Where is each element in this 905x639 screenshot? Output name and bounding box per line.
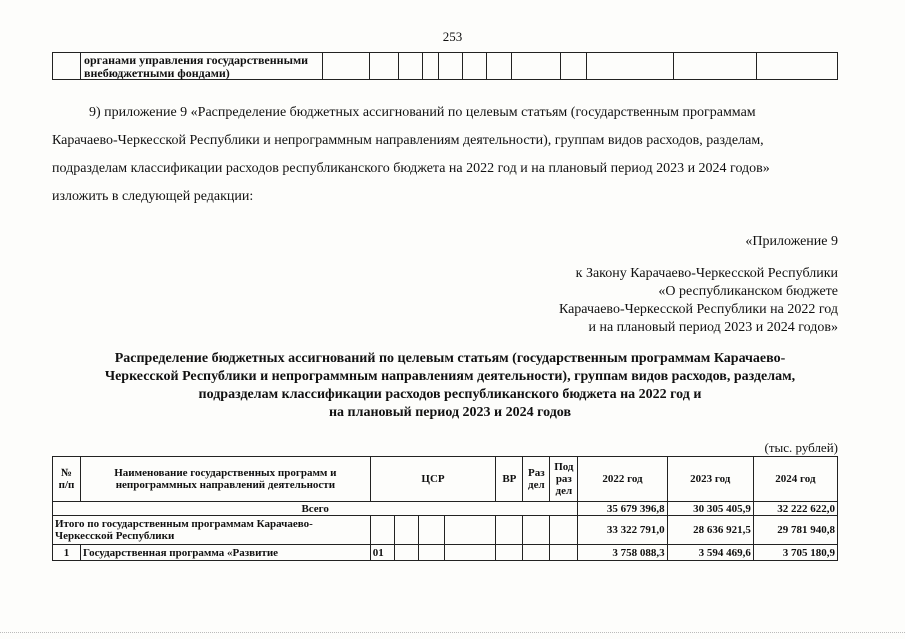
budget-table	[52, 456, 838, 564]
paragraph-line-1: 9) приложение 9 «Распределение бюджетных ассигнований по целевым статьям (государственным программам	[89, 105, 756, 120]
table-divider	[756, 53, 757, 79]
fragment-line-1: органами управления государственными	[84, 53, 309, 67]
page-number: 253	[442, 29, 463, 44]
row-number: 1	[53, 545, 81, 561]
row-total-name: Всего	[53, 502, 578, 516]
header-num: № п/п	[53, 457, 81, 502]
header-name: Наименование государственных программ и непрограммных направлений деятельности	[81, 457, 371, 502]
table-row	[53, 502, 838, 516]
empty-cell	[496, 516, 523, 545]
row-csr: 01	[370, 545, 394, 561]
paragraph-line-4: изложить в следующей редакции:	[52, 189, 254, 204]
empty-cell	[370, 516, 394, 545]
appendix-line-4: и на плановый период 2023 и 2024 годов»	[588, 320, 838, 335]
row-programs-name: Итого по государственным программам Карачаево-Черкесской Республики	[53, 516, 371, 545]
row-value-2023: 30 305 405,9	[667, 502, 753, 516]
table-divider	[322, 53, 323, 79]
previous-table-fragment	[52, 52, 838, 80]
row-value-2022: 35 679 396,8	[578, 502, 667, 516]
appendix-heading: «Приложение 9	[745, 234, 838, 249]
header-2024: 2024 год	[753, 457, 837, 502]
title-line-3: подразделам классификации расходов республиканского бюджета на 2022 год и	[198, 387, 702, 402]
table-row	[53, 545, 838, 561]
empty-cell	[496, 545, 523, 561]
table-divider	[398, 53, 399, 79]
appendix-reference	[559, 265, 838, 337]
header-2022: 2022 год	[578, 457, 667, 502]
paragraph-line-2: Карачаево-Черкесской Республики и непрограммным направлениям деятельности), группам видов расходов, разделам,	[52, 133, 764, 148]
table-divider	[80, 53, 81, 79]
empty-cell	[394, 516, 419, 545]
table-divider	[462, 53, 463, 79]
empty-cell	[550, 545, 578, 561]
header-vr: ВР	[496, 457, 523, 502]
table-row	[53, 516, 838, 545]
empty-cell	[445, 545, 496, 561]
table-divider	[369, 53, 370, 79]
fragment-cell-text	[84, 54, 374, 80]
table-divider	[438, 53, 439, 79]
row-value-2022: 3 758 088,3	[578, 545, 667, 561]
table-header-row	[53, 457, 838, 502]
header-podrazdel: Под раз дел	[550, 457, 578, 502]
units-label: (тыс. рублей)	[764, 440, 838, 455]
fragment-line-2: внебюджетными фондами)	[84, 66, 230, 80]
paragraph-line-3: подразделам классификации расходов республиканского бюджета на 2022 год и на плановый период 2023 и 2024 годов»	[52, 161, 770, 176]
row-value-2023: 3 594 469,6	[667, 545, 753, 561]
empty-cell	[550, 516, 578, 545]
header-2023: 2023 год	[667, 457, 753, 502]
appendix-line-1: к Закону Карачаево-Черкесской Республики	[575, 266, 838, 281]
table-divider	[422, 53, 423, 79]
table-divider	[511, 53, 512, 79]
header-csr: ЦСР	[370, 457, 496, 502]
title-line-2: Черкесской Республики и непрограммным направлениям деятельности), группам видов расходов, разделам,	[104, 369, 796, 384]
appendix-line-3: Карачаево-Черкесской Республики на 2022 год	[558, 302, 838, 317]
empty-cell	[419, 516, 445, 545]
empty-cell	[394, 545, 419, 561]
row-value-2024: 29 781 940,8	[753, 516, 837, 545]
row-program-name: Государственная программа «Развитие	[81, 545, 371, 561]
table-divider	[560, 53, 561, 79]
empty-cell	[419, 545, 445, 561]
document-title	[50, 350, 850, 422]
row-value-2022: 33 322 791,0	[578, 516, 667, 545]
title-line-1: Распределение бюджетных ассигнований по целевым статьям (государственным программам Карачаево-	[114, 351, 786, 366]
empty-cell	[523, 516, 550, 545]
row-value-2024: 3 705 180,9	[753, 545, 837, 561]
empty-cell	[523, 545, 550, 561]
table-divider	[486, 53, 487, 79]
row-value-2023: 28 636 921,5	[667, 516, 753, 545]
table-divider	[673, 53, 674, 79]
table-divider	[586, 53, 587, 79]
appendix-line-2: «О республиканском бюджете	[658, 284, 838, 299]
empty-cell	[445, 516, 496, 545]
title-line-4: на плановый период 2023 и 2024 годов	[328, 405, 572, 420]
header-razdel: Раз дел	[523, 457, 550, 502]
row-value-2024: 32 222 622,0	[753, 502, 837, 516]
body-paragraph	[52, 99, 840, 211]
scan-edge-line	[0, 632, 905, 634]
